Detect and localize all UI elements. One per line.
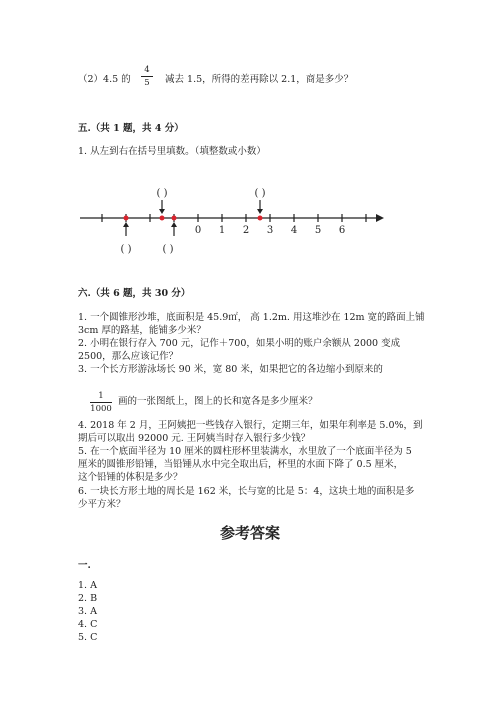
answer-blank: ( ) — [162, 244, 174, 255]
number-line-point — [160, 216, 165, 221]
fraction-bar — [90, 402, 112, 403]
fraction-numerator: 1 — [98, 391, 104, 401]
answers-title: 参考答案 — [219, 524, 280, 542]
down-arrow-head-icon — [257, 209, 263, 214]
question-text: 4. 2018 年 2 月，王阿姨把一些钱存入银行，定期三年，如果年利率是 5.0%，到 — [78, 420, 423, 431]
number-line — [70, 180, 390, 260]
section-heading: 五.（共 1 题，共 4 分） — [78, 123, 184, 134]
question-text: 3cm 厚的路基，能铺多少米？ — [78, 325, 206, 336]
number-line-arrowhead — [376, 214, 384, 222]
answers-section-heading: 一. — [78, 560, 91, 571]
fraction-bar — [141, 76, 153, 77]
number-line-labels — [195, 225, 345, 236]
question-text: 6. 一块长方形土地的周长是 162 米，长与宽的比是 5：4，这块土地的面积是多 — [78, 486, 415, 497]
answer-blank: ( ) — [120, 244, 132, 255]
section-heading: 六.（共 6 题，共 30 分） — [78, 288, 191, 299]
question-text: 3. 一个长方形游泳场长 90 米，宽 80 米，如果把它的各边缩小到原来的 — [78, 364, 383, 375]
answer-blank: ( ) — [254, 188, 266, 199]
question-text: 画的一张图纸上，图上的长和宽各是多少厘米？ — [118, 396, 318, 407]
number-line-point — [258, 216, 263, 221]
question-text: 厘米的圆锥形铅锤，当铅锤从水中完全取出后，杯里的水面下降了 0.5 厘米， — [78, 459, 404, 470]
answer-item: 5. C — [78, 632, 98, 643]
question-text: 2500，那么应该记作？ — [78, 351, 179, 362]
question-text: 1. 从左到右在括号里填数。（填整数或小数） — [78, 146, 266, 157]
number-line-point — [124, 216, 129, 221]
fraction-denominator: 1000 — [90, 404, 112, 414]
answer-item: 2. B — [78, 593, 98, 604]
question-text: 减去 1.5，所得的差再除以 2.1，商是多少？ — [165, 74, 354, 85]
fraction-denominator: 5 — [144, 78, 150, 88]
answer-blank: ( ) — [156, 188, 168, 199]
tick-label: 2 — [242, 225, 250, 236]
tick-label: 0 — [194, 225, 202, 236]
fraction — [90, 391, 112, 414]
fraction — [141, 65, 153, 88]
answer-item: 1. A — [78, 580, 97, 591]
fraction-numerator: 4 — [144, 65, 150, 75]
question-text: 2. 小明在银行存入 700 元，记作＋700，如果小明的账户余额从 2000 变成 — [78, 338, 401, 349]
up-arrow-head-icon — [123, 222, 129, 227]
question-text: 这个铅锤的体积是多少？ — [78, 472, 183, 483]
down-arrow-head-icon — [159, 209, 165, 214]
tick-label: 5 — [314, 225, 322, 236]
question-text: 5. 在一个底面半径为 10 厘米的圆柱形杯里装满水，水里放了一个底面半径为 5 — [78, 446, 412, 457]
answer-item: 4. C — [78, 619, 98, 630]
question-text: （2）4.5 的 — [78, 74, 131, 85]
tick-label: 1 — [218, 225, 226, 236]
question-text: 少平方米？ — [78, 499, 126, 510]
tick-label: 6 — [338, 225, 346, 236]
tick-label: 3 — [266, 225, 274, 236]
up-arrow-head-icon — [171, 222, 177, 227]
tick-label: 4 — [290, 225, 298, 236]
number-line-point — [172, 216, 177, 221]
answer-item: 3. A — [78, 606, 97, 617]
question-text: 期后可以取出 92000 元. 王阿姨当时存入银行多少钱？ — [78, 433, 311, 444]
question-text: 1. 一个圆锥形沙堆，底面积是 45.9㎡， 高 1.2m. 用这堆沙在 12m 宽的路面上铺 — [78, 312, 425, 323]
